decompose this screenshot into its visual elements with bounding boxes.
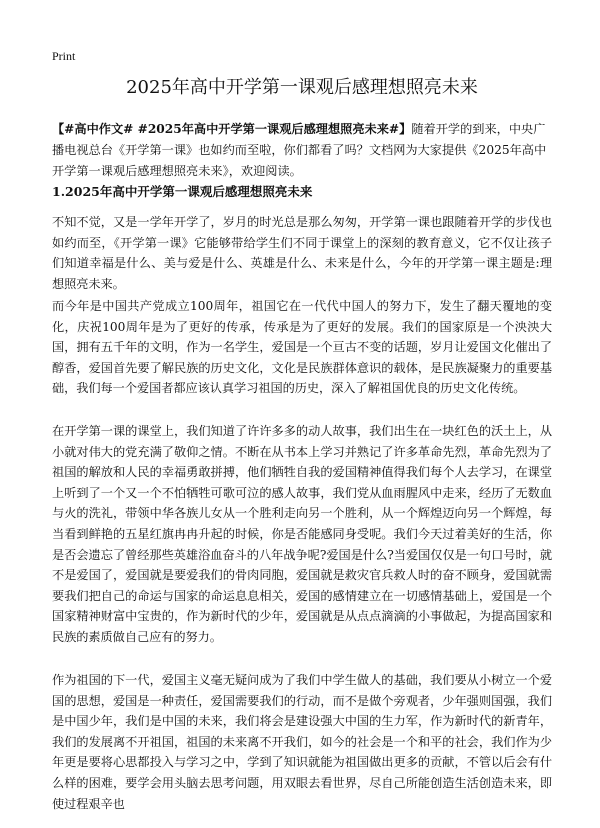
body-paragraph-2: 而今年是中国共产党成立100周年，祖国它在一代代中国人的努力下，发生了翻天覆地的变化，庆祝100周年是为了更好的传承，传承是为了更好的发展。我们的国家原是一个泱泱大国，拥有五千年的文明，作为一名学生，爱国是一个亘古不变的话题，岁月让爱国文化催出了醇香，爱国首先要了解民族的历史文化，文化是民族群体意识的载体，是民族凝聚力的重要基础，我们每一个爱国者都应该认真学习祖国的历史，深入了解祖国优良的历史文化传统。 <box>52 299 552 396</box>
body-paragraph-3: 在开学第一课的课堂上，我们知道了许许多多的动人故事，我们出生在一块红色的沃土上，从小就对伟大的党充满了敬仰之情。不断在从书本上学习并熟记了许多革命先烈，革命先烈为了祖国的解放和人民的幸福勇敢拼搏，他们牺牲自我的爱国精神值得我们每个人去学习，在课堂上听到了一个又一个不怕牺牲可歌可泣的感人故事，我们党从血雨腥风中走来，经历了无数血与火的洗礼，带领中华各族儿女从一个胜利走向另一个胜利，从一个辉煌迈向另一个辉煌，每当看到鲜艳的五星红旗冉冉升起的时候，你是否能感同身受呢。我们今天过着美好的生活，你是否会遗忘了曾经那些英雄浴血奋斗的八年战争呢?爱国是什么?当爱国仅仅是一句口号时，就不是爱国了，爱国就是要爱我们的骨肉同胞，爱国就是救灾官兵救人时的奋不顾身，爱国就需要我们把自己的命运与国家的命运息息相关，爱国的感情建立在一切感情基础上，爱国是一个国家精神财富中宝贵的，作为新时代的少年，爱国就是从点点滴滴的小事做起，为提高国家和民族的素质做自己应有的努力。 <box>52 424 552 644</box>
print-link[interactable]: Print <box>52 49 76 63</box>
body-paragraph-4: 作为祖国的下一代，爱国主义毫无疑问成为了我们中学生做人的基础，我们要从小树立一个爱国的思想，爱国是一种责任，爱国需要我们的行动，而不是做个旁观者，少年强则国强，我们是中国少年，我们是中国的未来，我们将会是建设强大中国的生力军，作为新时代的新青年，我们的发展离不开祖国，祖国的未来离不开我们，如今的社会是一个和平的社会，我们作为少年更是要将心思都投入与学习之中，学到了知识就能为祖国做出更多的贡献，不管以后会有什么样的困难，要学会用头脑去思考问题，用双眼去看世界，尽自己所能创造生活创造未来，即使过程艰辛也 <box>52 673 552 811</box>
intro-tag: 【#高中作文# #2025年高中开学第一课观后感理想照亮未来#】 <box>52 122 412 136</box>
intro-paragraph <box>52 119 552 182</box>
intro-text: 随着开学的到来，中央广播电视总台《开学第一课》也如约而至啦，你们都看了吗？文档网为大家提供《2025年高中开学第一课观后感理想照亮未来》，欢迎阅读。 <box>52 122 547 178</box>
body-paragraph-1: 不知不觉，又是一学年开学了，岁月的时光总是那么匆匆，开学第一课也跟随着开学的步伐也如约而至，《开学第一课》它能够带给学生们不同于课堂上的深刻的教育意义，它不仅让孩子们知道幸福是什么、美与爱是什么、英雄是什么、未来是什么，今年的开学第一课主题是:理想照亮未来。 <box>52 215 552 291</box>
section-heading: 1.2025年高中开学第一课观后感理想照亮未来 <box>52 184 313 199</box>
document-title: 2025年高中开学第一课观后感理想照亮未来 <box>126 77 478 98</box>
